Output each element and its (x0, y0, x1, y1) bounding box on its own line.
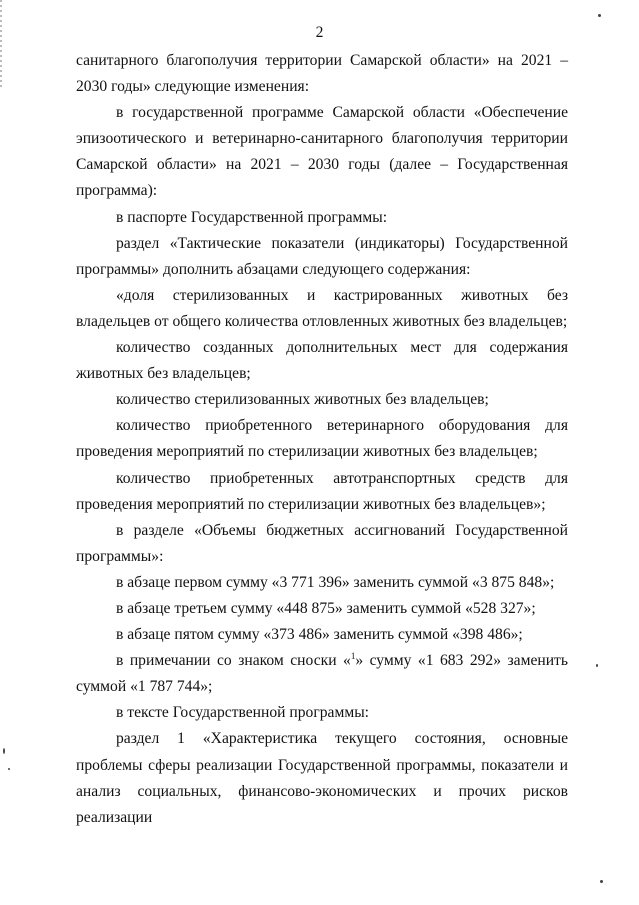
paragraph: в разделе «Объемы бюджетных ассигнований Государственной программы»: (76, 521, 568, 565)
footnote-text-before: в примечании со знаком сноски « (116, 652, 351, 670)
scan-speck (598, 14, 601, 17)
paragraph: раздел 1 «Характеристика текущего состояния, основные проблемы сферы реализации Государственной программы, показатели и анализ социальных, финансово-экономических и прочих рисков реализации (76, 730, 568, 826)
paragraph: в паспорте Государственной программы: (116, 208, 388, 226)
paragraph: в абзаце третьем сумму «448 875» заменить суммой «528 327»; (116, 599, 536, 617)
paragraph: количество приобретенного ветеринарного оборудования для проведения мероприятий по стерилизации животных без владельцев; (76, 417, 568, 461)
scan-speck (8, 768, 10, 770)
paragraph: количество созданных дополнительных мест для содержания животных без владельцев; (76, 339, 568, 383)
paragraph: «доля стерилизованных и кастрированных животных без владельцев от общего количества отловленных животных без владельцев; (76, 286, 568, 330)
paragraph: количество стерилизованных животных без владельцев; (116, 391, 489, 409)
paragraph: в абзаце первом сумму «3 771 396» заменить суммой «3 875 848»; (116, 573, 555, 591)
scan-edge-mark (0, 0, 2, 90)
footnote-mark: 1 (350, 650, 356, 661)
paragraph: в абзаце пятом сумму «373 486» заменить суммой «398 486»; (116, 626, 523, 644)
paragraph: санитарного благополучия территории Самарской области» на 2021 – 2030 годы» следующие изменения: (76, 52, 568, 96)
paragraph: в государственной программе Самарской области «Обеспечение эпизоотического и ветеринарно-санитарного благополучия территории Самарской области» на 2021 – 2030 годы (далее – Государственная программа): (76, 104, 568, 200)
paragraph: в тексте Государственной программы: (116, 704, 370, 722)
scan-speck (600, 880, 603, 883)
footnote-paragraph (76, 648, 568, 700)
paragraph: раздел «Тактические показатели (индикаторы) Государственной программы» дополнить абзацами следующего содержания: (76, 234, 568, 278)
paragraph: количество приобретенных автотранспортных средств для проведения мероприятий по стерилизации животных без владельцев»; (76, 469, 568, 513)
document-body (76, 48, 568, 831)
footnote-text-after: » сумму «1 683 292» заменить суммой «1 787 744»; (76, 652, 568, 696)
scan-speck (596, 664, 598, 667)
scan-speck (3, 748, 5, 754)
page-number: 2 (315, 24, 324, 41)
